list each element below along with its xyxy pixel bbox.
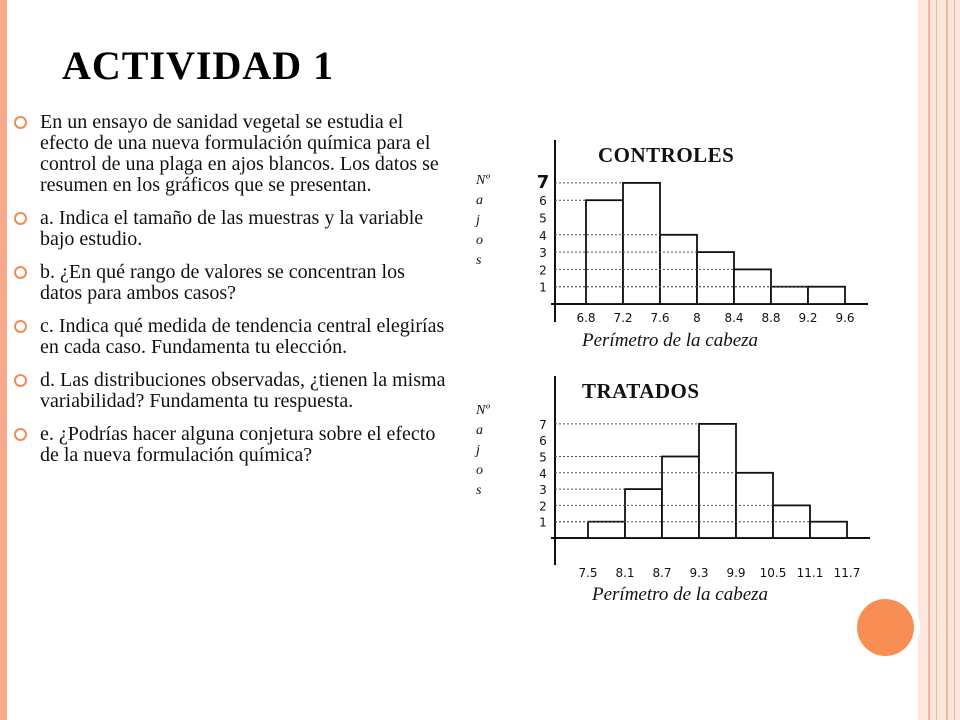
x-tick-label: 8.7: [652, 566, 672, 580]
histogram-bar: [697, 252, 734, 304]
y-tick-label: 4: [539, 466, 547, 481]
x-tick-label: 7.6: [650, 311, 670, 325]
chart-title: TRATADOS: [582, 379, 700, 403]
histogram-bar: [662, 457, 699, 539]
x-tick-label: 11.7: [833, 566, 861, 580]
y-tick-label: 3: [539, 483, 547, 498]
x-tick-label: 9.6: [835, 311, 855, 325]
histogram-bar: [771, 287, 808, 304]
chart-title: CONTROLES: [598, 143, 735, 167]
y-tick-label: 7: [536, 171, 550, 193]
x-tick-label: 9.2: [798, 311, 818, 325]
y-axis-label: Nº: [476, 173, 490, 188]
x-tick-label: 9.9: [726, 566, 746, 580]
y-tick-label: 1: [539, 280, 547, 295]
x-axis-label: Perímetro de la cabeza: [582, 330, 759, 351]
y-axis-label: j: [476, 213, 480, 228]
x-tick-label: 8.8: [761, 311, 781, 325]
histogram-bar: [625, 489, 662, 538]
y-tick-label: 2: [539, 499, 547, 514]
y-tick-label: 5: [539, 450, 547, 465]
y-axis-label: o: [476, 463, 483, 478]
x-tick-label: 8.1: [615, 566, 635, 580]
x-tick-label: 7.2: [613, 311, 633, 325]
histogram-bar: [808, 287, 845, 304]
x-tick-label: 8.4: [724, 311, 744, 325]
y-axis-label: s: [476, 483, 482, 498]
list-item-text: c. Indica qué medida de tendencia central elegirías en cada caso. Fundamenta tu elección.: [40, 315, 445, 358]
list-item-text: e. ¿Podrías hacer alguna conjetura sobre el efecto de la nueva formulación química?: [40, 423, 436, 466]
x-tick-label: 9.3: [689, 566, 709, 580]
y-tick-label: 7: [539, 417, 547, 432]
y-tick-label: 6: [539, 194, 547, 209]
y-axis-label: j: [476, 443, 480, 458]
histogram-bar: [699, 424, 736, 538]
y-axis-label: a: [476, 193, 483, 208]
x-tick-label: 6.8: [576, 311, 596, 325]
y-tick-label: 6: [539, 434, 547, 449]
y-tick-label: 3: [539, 246, 547, 261]
x-axis-label: Perímetro de la cabeza: [592, 584, 769, 605]
list-item-text: d. Las distribuciones observadas, ¿tienen la misma variabilidad? Fundamenta tu respuesta.: [40, 369, 446, 412]
y-tick-label: 4: [539, 228, 547, 243]
histogram-bar: [623, 183, 660, 304]
x-tick-label: 10.5: [759, 566, 787, 580]
decorative-circle: [857, 599, 914, 656]
list-item-text: En un ensayo de sanidad vegetal se estudia el efecto de una nueva formulación química para el control de una plaga en ajos blancos. Los datos se resumen en los gráficos que se presentan.: [40, 111, 439, 196]
x-tick-label: 11.1: [796, 566, 824, 580]
y-tick-label: 1: [539, 515, 547, 530]
y-tick-label: 2: [539, 263, 547, 278]
y-tick-label: 5: [539, 211, 547, 226]
x-tick-label: 8: [693, 311, 701, 325]
y-axis-label: Nº: [476, 403, 490, 418]
x-tick-label: 7.5: [578, 566, 598, 580]
histogram-bar: [810, 522, 847, 538]
y-axis-label: o: [476, 233, 483, 248]
y-axis-label: s: [476, 253, 482, 268]
list-item-text: b. ¿En qué rango de valores se concentran los datos para ambos casos?: [40, 261, 405, 304]
slide-title: ACTIVIDAD 1: [62, 43, 335, 88]
histogram-bar: [588, 522, 625, 538]
list-item-text: a. Indica el tamaño de las muestras y la variable bajo estudio.: [40, 207, 424, 250]
y-axis-label: a: [476, 423, 483, 438]
